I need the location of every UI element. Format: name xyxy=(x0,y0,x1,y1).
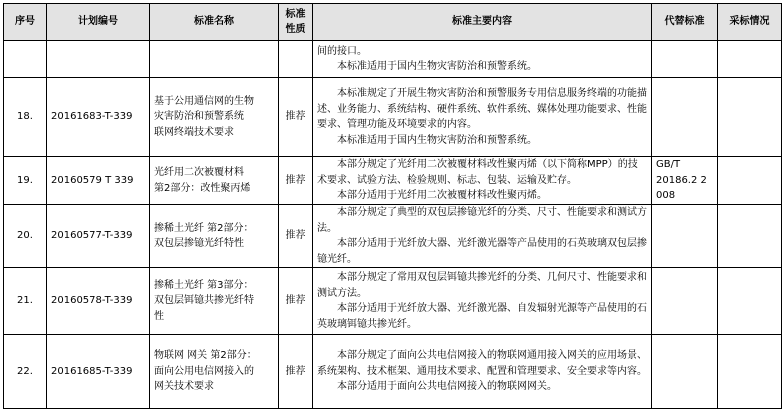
cell-plan-number: 20161685-T-339 xyxy=(47,335,150,409)
cell-plan-number: 20160577-T-339 xyxy=(47,205,150,268)
cell-standard-name xyxy=(150,41,279,78)
table-row xyxy=(4,41,782,78)
header-plan-number: 计划编号 xyxy=(47,4,150,41)
standard-name-line: 光纤用二次被覆材料 xyxy=(154,167,244,178)
content-paragraph: 本部分适用于面向公共电信网接入的物联网网关。 xyxy=(337,381,557,393)
standard-name-line: 灾害防治和预警系统 xyxy=(154,111,244,123)
cell-main-content xyxy=(313,205,652,268)
table-row xyxy=(4,205,782,268)
content-paragraph: 本标准规定了开展生物灾害防治和预警服务专用信息服务终端的功能描述、业务能力、系统结构、硬件系统、软件系统、媒体处理功能要求、性能要求、管理功能及环境要求的内容。 xyxy=(317,88,647,130)
content-paragraph: 本部分适用于光纤放大器、光纤激光器等产品使用的石英玻璃双包层掺镱光纤。 xyxy=(317,238,647,265)
cell-replace-standard xyxy=(652,268,718,335)
standard-name-line: 双包层掺镱光纤特性 xyxy=(154,238,244,249)
content-paragraph: 本标准适用于国内生物灾害防治和预警系统。 xyxy=(337,134,537,146)
table-header xyxy=(4,4,782,41)
standard-name-line: 网关技术要求 xyxy=(154,381,214,393)
standard-name-line: 掺稀土光纤 第3部分： xyxy=(154,279,254,291)
header-seq: 序号 xyxy=(4,4,47,41)
standards-table xyxy=(3,3,782,409)
cell-replace-standard: GB/T 20186.2 2 008 xyxy=(652,157,718,205)
cell-adopt-status xyxy=(718,205,782,268)
standard-name-line: 掺稀土光纤 第2部分： xyxy=(154,222,254,234)
cell-main-content xyxy=(313,41,652,78)
cell-replace-standard xyxy=(652,78,718,157)
standard-name-line: 第2部分：改性聚丙烯 xyxy=(154,182,251,194)
header-replace-standard: 代替标准 xyxy=(652,4,718,41)
cell-nature xyxy=(279,41,313,78)
cell-nature: 推荐 xyxy=(279,78,313,157)
table-row xyxy=(4,335,782,409)
cell-main-content xyxy=(313,78,652,157)
cell-seq: 18. xyxy=(4,78,47,157)
cell-standard-name xyxy=(150,268,279,335)
cell-replace-standard xyxy=(652,335,718,409)
header-standard-name: 标准名称 xyxy=(150,4,279,41)
table-row xyxy=(4,157,782,205)
standard-name-line: 物联网 网关 第2部分： xyxy=(154,350,257,362)
cell-adopt-status xyxy=(718,41,782,78)
content-paragraph: 本标准适用于国内生物灾害防治和预警系统。 xyxy=(337,61,537,72)
cell-adopt-status xyxy=(718,78,782,157)
content-paragraph: 本部分规定了面向公共电信网接入的物联网通用接入网关的应用场景、系统架构、技术框架、通用技术要求、配置和管理要求、安全要求等内容。 xyxy=(317,350,647,377)
table-row xyxy=(4,78,782,157)
content-paragraph: 本部分规定了常用双包层铒镱共掺光纤的分类、几何尺寸、性能要求和测试方法。 xyxy=(317,272,647,299)
content-paragraph: 本部分适用于光纤用二次被覆材料改性聚丙烯。 xyxy=(337,190,547,202)
cell-adopt-status xyxy=(718,157,782,205)
content-paragraph: 本部分适用于光纤放大器、光纤激光器、自发辐射光源等产品使用的石英玻璃铒镱共掺光纤。 xyxy=(317,303,647,330)
table-body xyxy=(4,41,782,409)
cell-standard-name xyxy=(150,78,279,157)
cell-standard-name xyxy=(150,157,279,205)
cell-nature: 推荐 xyxy=(279,268,313,335)
cell-main-content xyxy=(313,157,652,205)
cell-adopt-status xyxy=(718,268,782,335)
cell-nature: 推荐 xyxy=(279,335,313,409)
standard-name-line: 联网终端技术要求 xyxy=(154,126,234,138)
cell-main-content xyxy=(313,335,652,409)
cell-plan-number: 20160579 T 339 xyxy=(47,157,150,205)
cell-seq: 20. xyxy=(4,205,47,268)
cell-plan-number xyxy=(47,41,150,78)
cell-seq: 19. xyxy=(4,157,47,205)
table-row xyxy=(4,268,782,335)
cell-adopt-status xyxy=(718,335,782,409)
cell-seq: 22. xyxy=(4,335,47,409)
content-paragraph: 本部分规定了典型的双包层掺镱光纤的分类、尺寸、性能要求和测试方法。 xyxy=(317,207,647,234)
cell-replace-standard xyxy=(652,205,718,268)
header-adopt-status: 采标情况 xyxy=(718,4,782,41)
cell-standard-name xyxy=(150,335,279,409)
standard-name-line: 基于公用通信网的生物 xyxy=(154,95,254,107)
cell-main-content xyxy=(313,268,652,335)
standard-name-line: 性 xyxy=(154,310,164,322)
header-nature: 标准性质 xyxy=(279,4,313,41)
cell-seq xyxy=(4,41,47,78)
header-main-content: 标准主要内容 xyxy=(313,4,652,41)
cell-seq: 21. xyxy=(4,268,47,335)
cell-plan-number: 20161683-T-339 xyxy=(47,78,150,157)
content-paragraph: 间的接口。 xyxy=(317,45,367,57)
cell-nature: 推荐 xyxy=(279,157,313,205)
cell-standard-name xyxy=(150,205,279,268)
cell-plan-number: 20160578-T-339 xyxy=(47,268,150,335)
cell-nature: 推荐 xyxy=(279,205,313,268)
standard-name-line: 面向公用电信网接入的 xyxy=(154,365,254,377)
standard-name-line: 双包层铒镱共掺光纤特 xyxy=(154,295,254,307)
cell-replace-standard xyxy=(652,41,718,78)
content-paragraph: 本部分规定了光纤用二次被覆材料改性聚丙烯（以下简称MPP）的技术要求、试验方法、检验规则、标志、包装、运输及贮存。 xyxy=(317,159,638,186)
